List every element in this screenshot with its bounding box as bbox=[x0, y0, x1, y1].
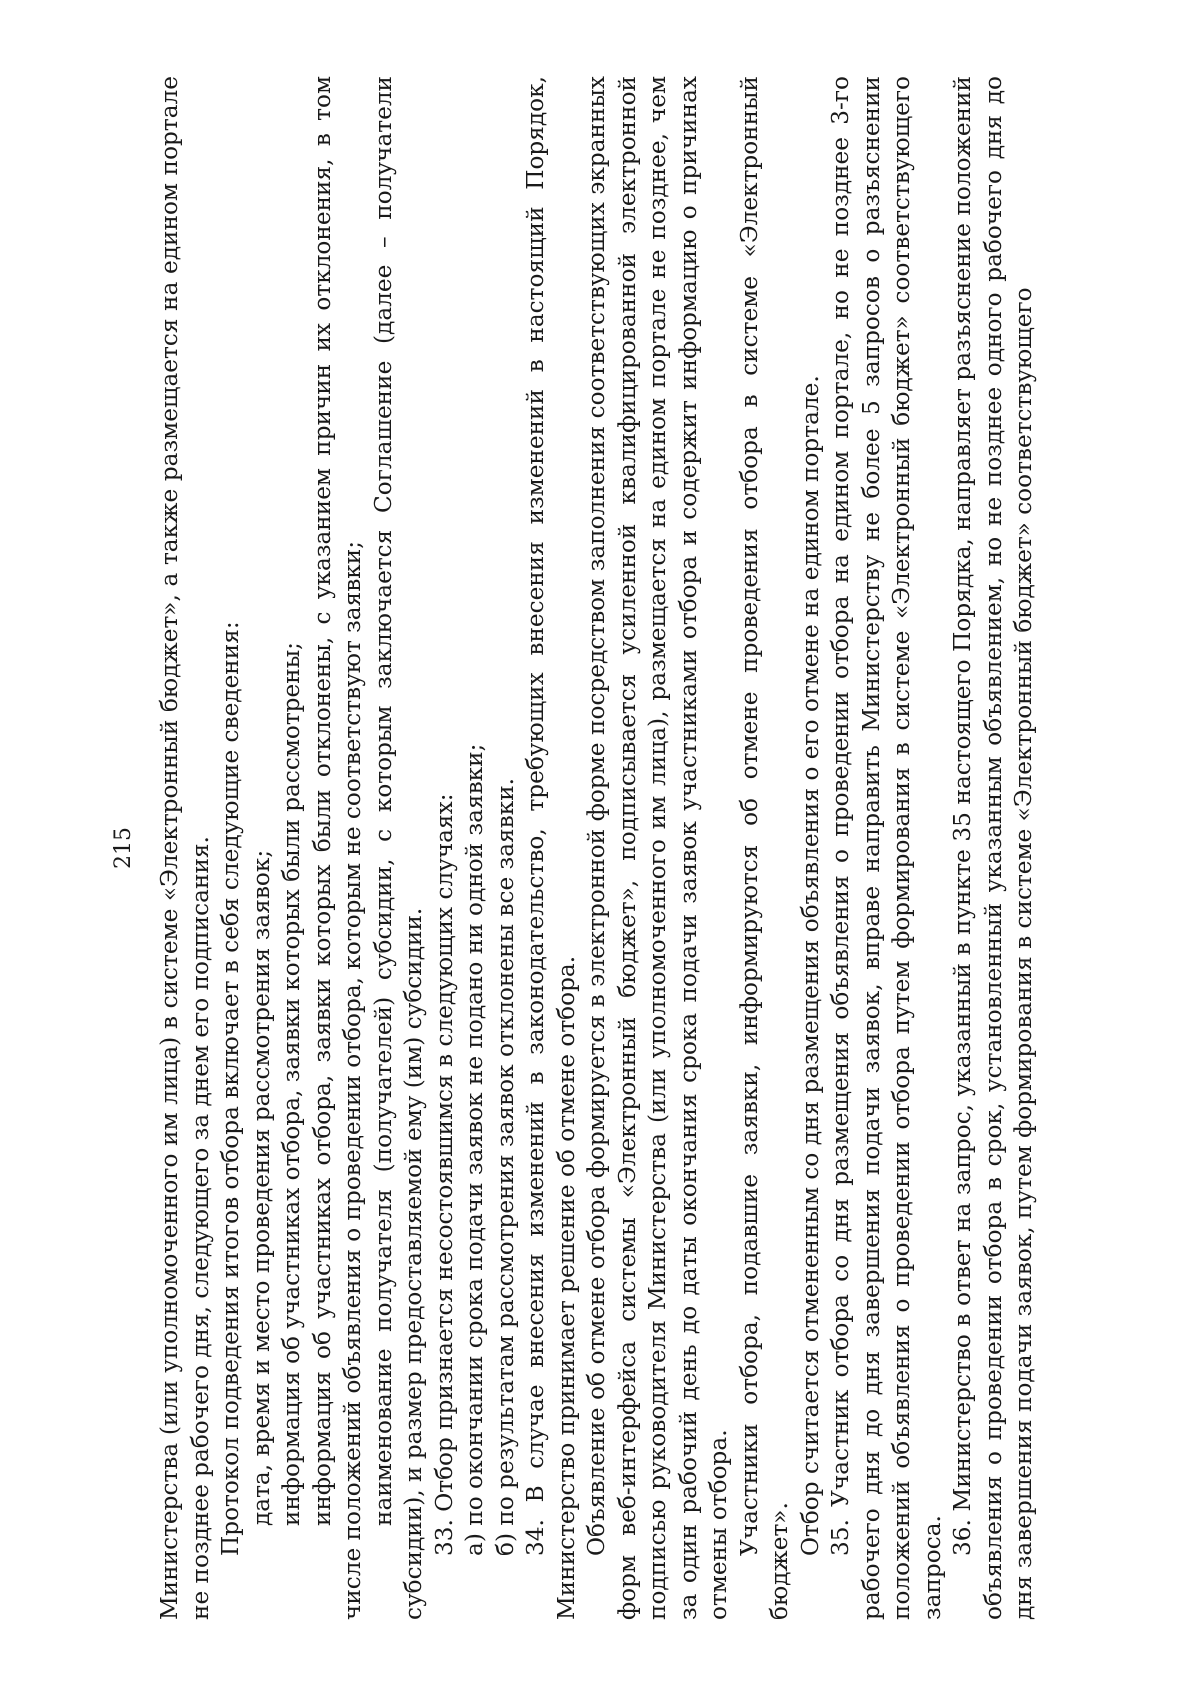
list-item: информация об участниках отбора, заявки которых были отклонены, с указанием причин их отклонения, в том числе положений объявления о проведении отбора, которым не соответствуют заявки; bbox=[308, 76, 366, 1620]
list-item: информация об участниках отбора, заявки которых были рассмотрены; bbox=[278, 642, 305, 1526]
list-item: б) по результатам рассмотрения заявок отклонены все заявки. bbox=[491, 777, 519, 1556]
paragraph: Отбор считается отмененным со дня размещения объявления о его отмене на едином портале. bbox=[796, 375, 824, 1556]
paragraph: 33. Отбор признается несостоявшимся в следующих случаях: bbox=[430, 793, 458, 1556]
list-item: а) по окончании срока подачи заявок не подано ни одной заявки; bbox=[461, 743, 488, 1556]
page-number: 215 bbox=[111, 827, 136, 869]
list-item: наименование получателя (получателей) субсидии, с которым заключается Соглашение (далее – получатели субсидии), и размер предоставляемой ему (им) субсидии. bbox=[369, 76, 427, 1620]
paragraph: 35. Участник отбора со дня размещения объявления о проведении отбора на едином портале, но не позднее 3-го рабочего дня до дня завершения подачи заявок, вправе направить Министерству не более 5 запросов о разъяснении положений объявления о проведении отбора путем формирования в системе «Электронный бюджет» соответствующего запроса. bbox=[827, 76, 946, 1620]
paragraph: Министерства (или уполномоченного им лица) в системе «Электронный бюджет», а также размещается на едином портале не позднее рабочего дня, следующего за днем его подписания. bbox=[156, 76, 214, 1620]
paragraph: Участники отбора, подавшие заявки, информируются об отмене проведения отбора в системе «Электронный бюджет». bbox=[735, 76, 793, 1620]
paragraph: Протокол подведения итогов отбора включает в себя следующие сведения: bbox=[217, 621, 244, 1556]
paragraph: 34. В случае внесения изменений в законодательство, требующих внесения изменений в настоящий Порядок, Министерство принимает решение об отмене отбора. bbox=[522, 76, 580, 1620]
document-text bbox=[155, 76, 1040, 1620]
paragraph: Объявление об отмене отбора формируется в электронной форме посредством заполнения соответствующих экранных форм веб-интерфейса системы «Электронный бюджет», подписывается усиленной квалифицированной электронной подписью руководителя Министерства (или уполномоченного им лица), размещается на едином портале не позднее, чем за один рабочий день до даты окончания срока подачи заявок участниками отбора и содержит информацию о причинах отмены отбора. bbox=[583, 76, 732, 1620]
document-page bbox=[105, 68, 1095, 1628]
paragraph: 36. Министерство в ответ на запрос, указанный в пункте 35 настоящего Порядка, направляет разъяснение положений объявления о проведении отбора в срок, установленный указанным объявлением, но не позднее одного рабочего дня до дня завершения подачи заявок, путем формирования в системе «Электронный бюджет» соответствующего bbox=[949, 76, 1037, 1620]
list-item: дата, время и место проведения рассмотрения заявок; bbox=[247, 849, 275, 1526]
